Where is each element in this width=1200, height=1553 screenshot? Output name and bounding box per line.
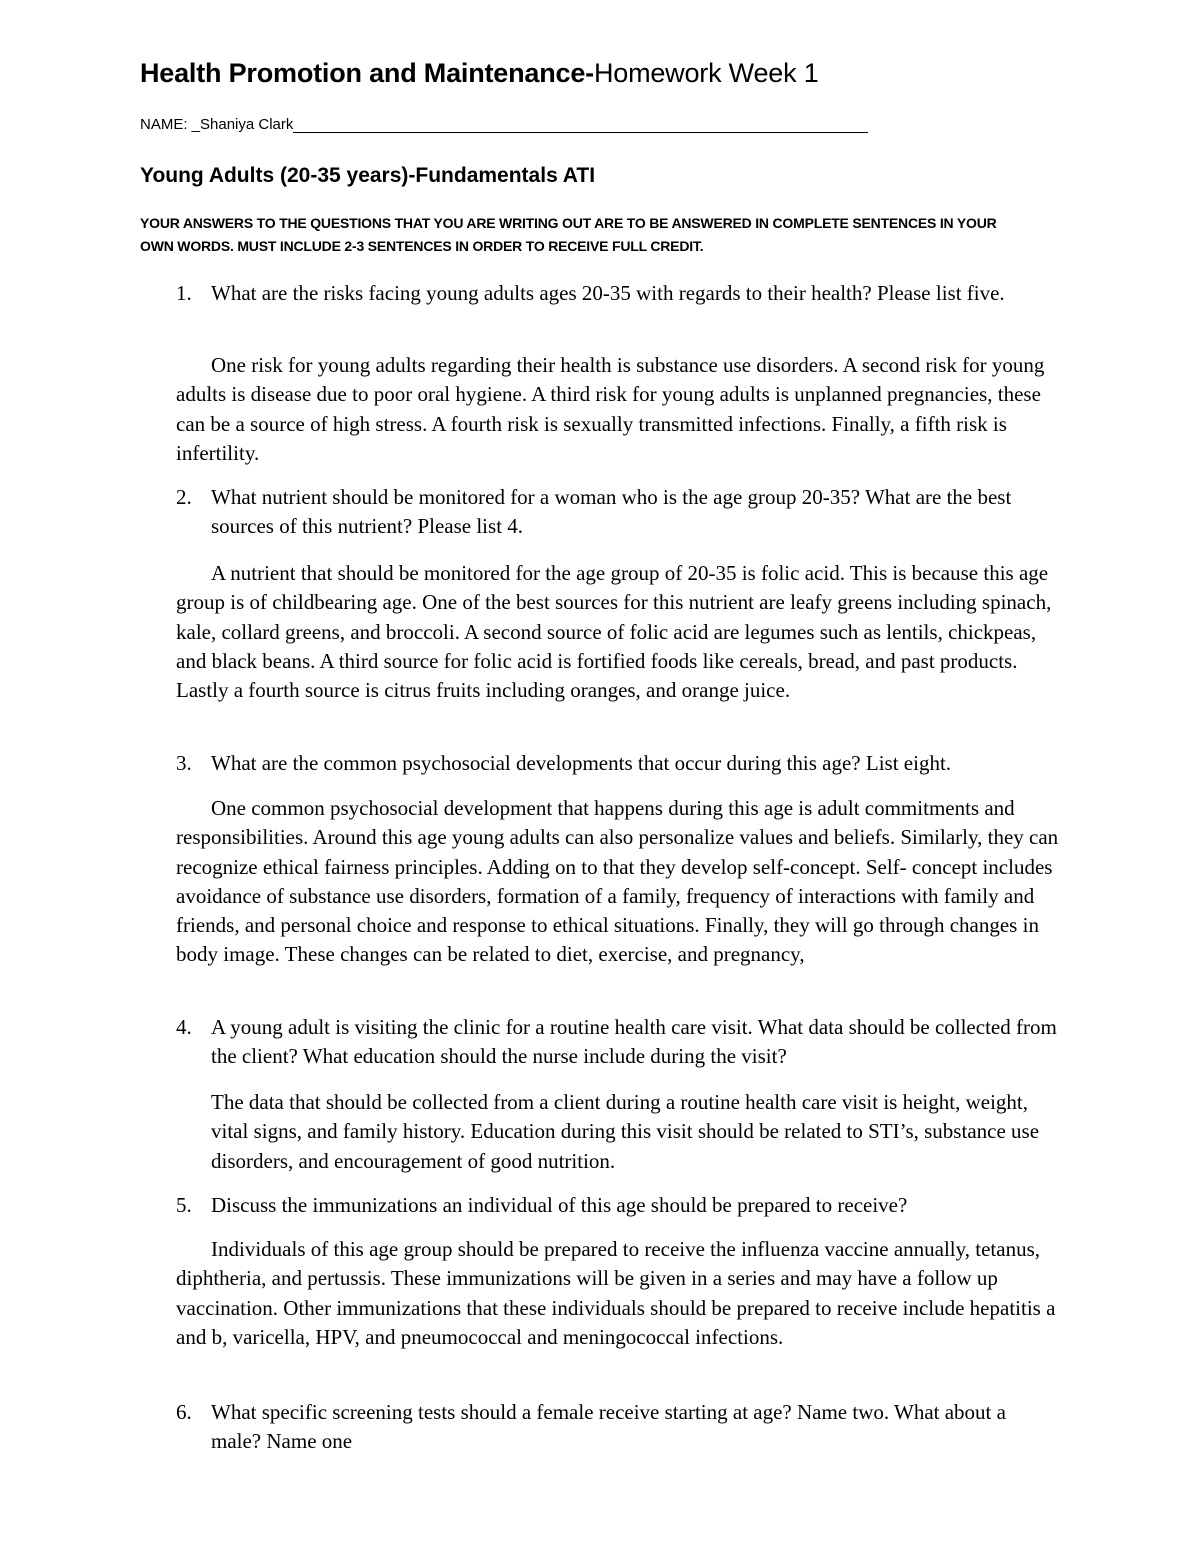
name-line <box>140 116 868 133</box>
question-number: 4. <box>176 1015 192 1039</box>
question-number: 2. <box>176 485 192 509</box>
answer-3: One common psychosocial development that happens during this age is adult commitments and responsibilities. Around this age young adults can also personalize values and beliefs. Similarly, they can recognize ethical fairness principles. Adding on to that they develop self-concept. Self- concept includes avoidance of substance use disorders, formation of a family, frequency of interactions with family and friends, and personal choice and response to ethical situations. Finally, they will go through changes in body image. These changes can be related to diet, exercise, and pregnancy, <box>176 796 1059 967</box>
question-text: Discuss the immunizations an individual of this age should be prepared to receive? <box>211 1193 908 1217</box>
question-number: 5. <box>176 1193 192 1217</box>
question-number: 3. <box>176 751 192 775</box>
question-6 <box>176 1398 1061 1457</box>
question-number: 6. <box>176 1400 192 1424</box>
question-5 <box>176 1191 1061 1220</box>
answer-1: One risk for young adults regarding their health is substance use disorders. A second risk for young adults is disease due to poor oral hygiene. A third risk for young adults is unplanned pregnancies, these can be a source of high stress. A fourth risk is sexually transmitted infections. Finally, a fifth risk is infertility. <box>176 353 1045 465</box>
title-bold-part: Health Promotion and Maintenance- <box>140 58 594 88</box>
section-subtitle: Young Adults (20-35 years)-Fundamentals ATI <box>140 164 596 187</box>
title-regular-part: Homework Week 1 <box>593 58 819 88</box>
document-title <box>140 58 819 89</box>
student-name: NAME: _Shaniya Clark <box>140 116 294 133</box>
question-text: What specific screening tests should a female receive starting at age? Name two. What about a male? Name one <box>211 1400 1006 1454</box>
question-text: A young adult is visiting the clinic for a routine health care visit. What data should be collected from the client? What education should the nurse include during the visit? <box>211 1015 1057 1069</box>
name-underline <box>293 116 868 133</box>
question-4 <box>176 1013 1061 1072</box>
question-1 <box>176 279 1061 308</box>
answer-2: A nutrient that should be monitored for the age group of 20-35 is folic acid. This is because this age group is of childbearing age. One of the best sources for this nutrient are leafy greens including spinach, kale, collard greens, and broccoli. A second source of folic acid are legumes such as lentils, chickpeas, and black beans. A third source for folic acid is fortified foods like cereals, bread, and past products. Lastly a fourth source is citrus fruits including oranges, and orange juice. <box>176 561 1052 703</box>
answer-5: Individuals of this age group should be prepared to receive the influenza vaccine annually, tetanus, diphtheria, and pertussis. These immunizations will be given in a series and may have a follow up vaccination. Other immunizations that these individuals should be prepared to receive include hepatitis a and b, varicella, HPV, and pneumococcal and meningococcal infections. <box>176 1237 1056 1349</box>
answer-4: The data that should be collected from a client during a routine health care visit is height, weight, vital signs, and family history. Education during this visit should be related to STI’s, substance use disorders, and encouragement of good nutrition. <box>211 1090 1040 1173</box>
question-text: What nutrient should be monitored for a woman who is the age group 20-35? What are the best sources of this nutrient? Please list 4. <box>211 485 1012 539</box>
question-text: What are the risks facing young adults ages 20-35 with regards to their health? Please list five. <box>211 281 1005 305</box>
question-text: What are the common psychosocial developments that occur during this age? List eight. <box>211 751 952 775</box>
instructions-text: YOUR ANSWERS TO THE QUESTIONS THAT YOU ARE WRITING OUT ARE TO BE ANSWERED IN COMPLETE SENTENCES IN YOUR OWN WORDS. MUST INCLUDE 2-3 SENTENCES IN ORDER TO RECEIVE FULL CREDIT. <box>140 215 997 254</box>
question-number: 1. <box>176 281 192 305</box>
question-2 <box>176 483 1061 542</box>
question-3 <box>176 749 1061 778</box>
